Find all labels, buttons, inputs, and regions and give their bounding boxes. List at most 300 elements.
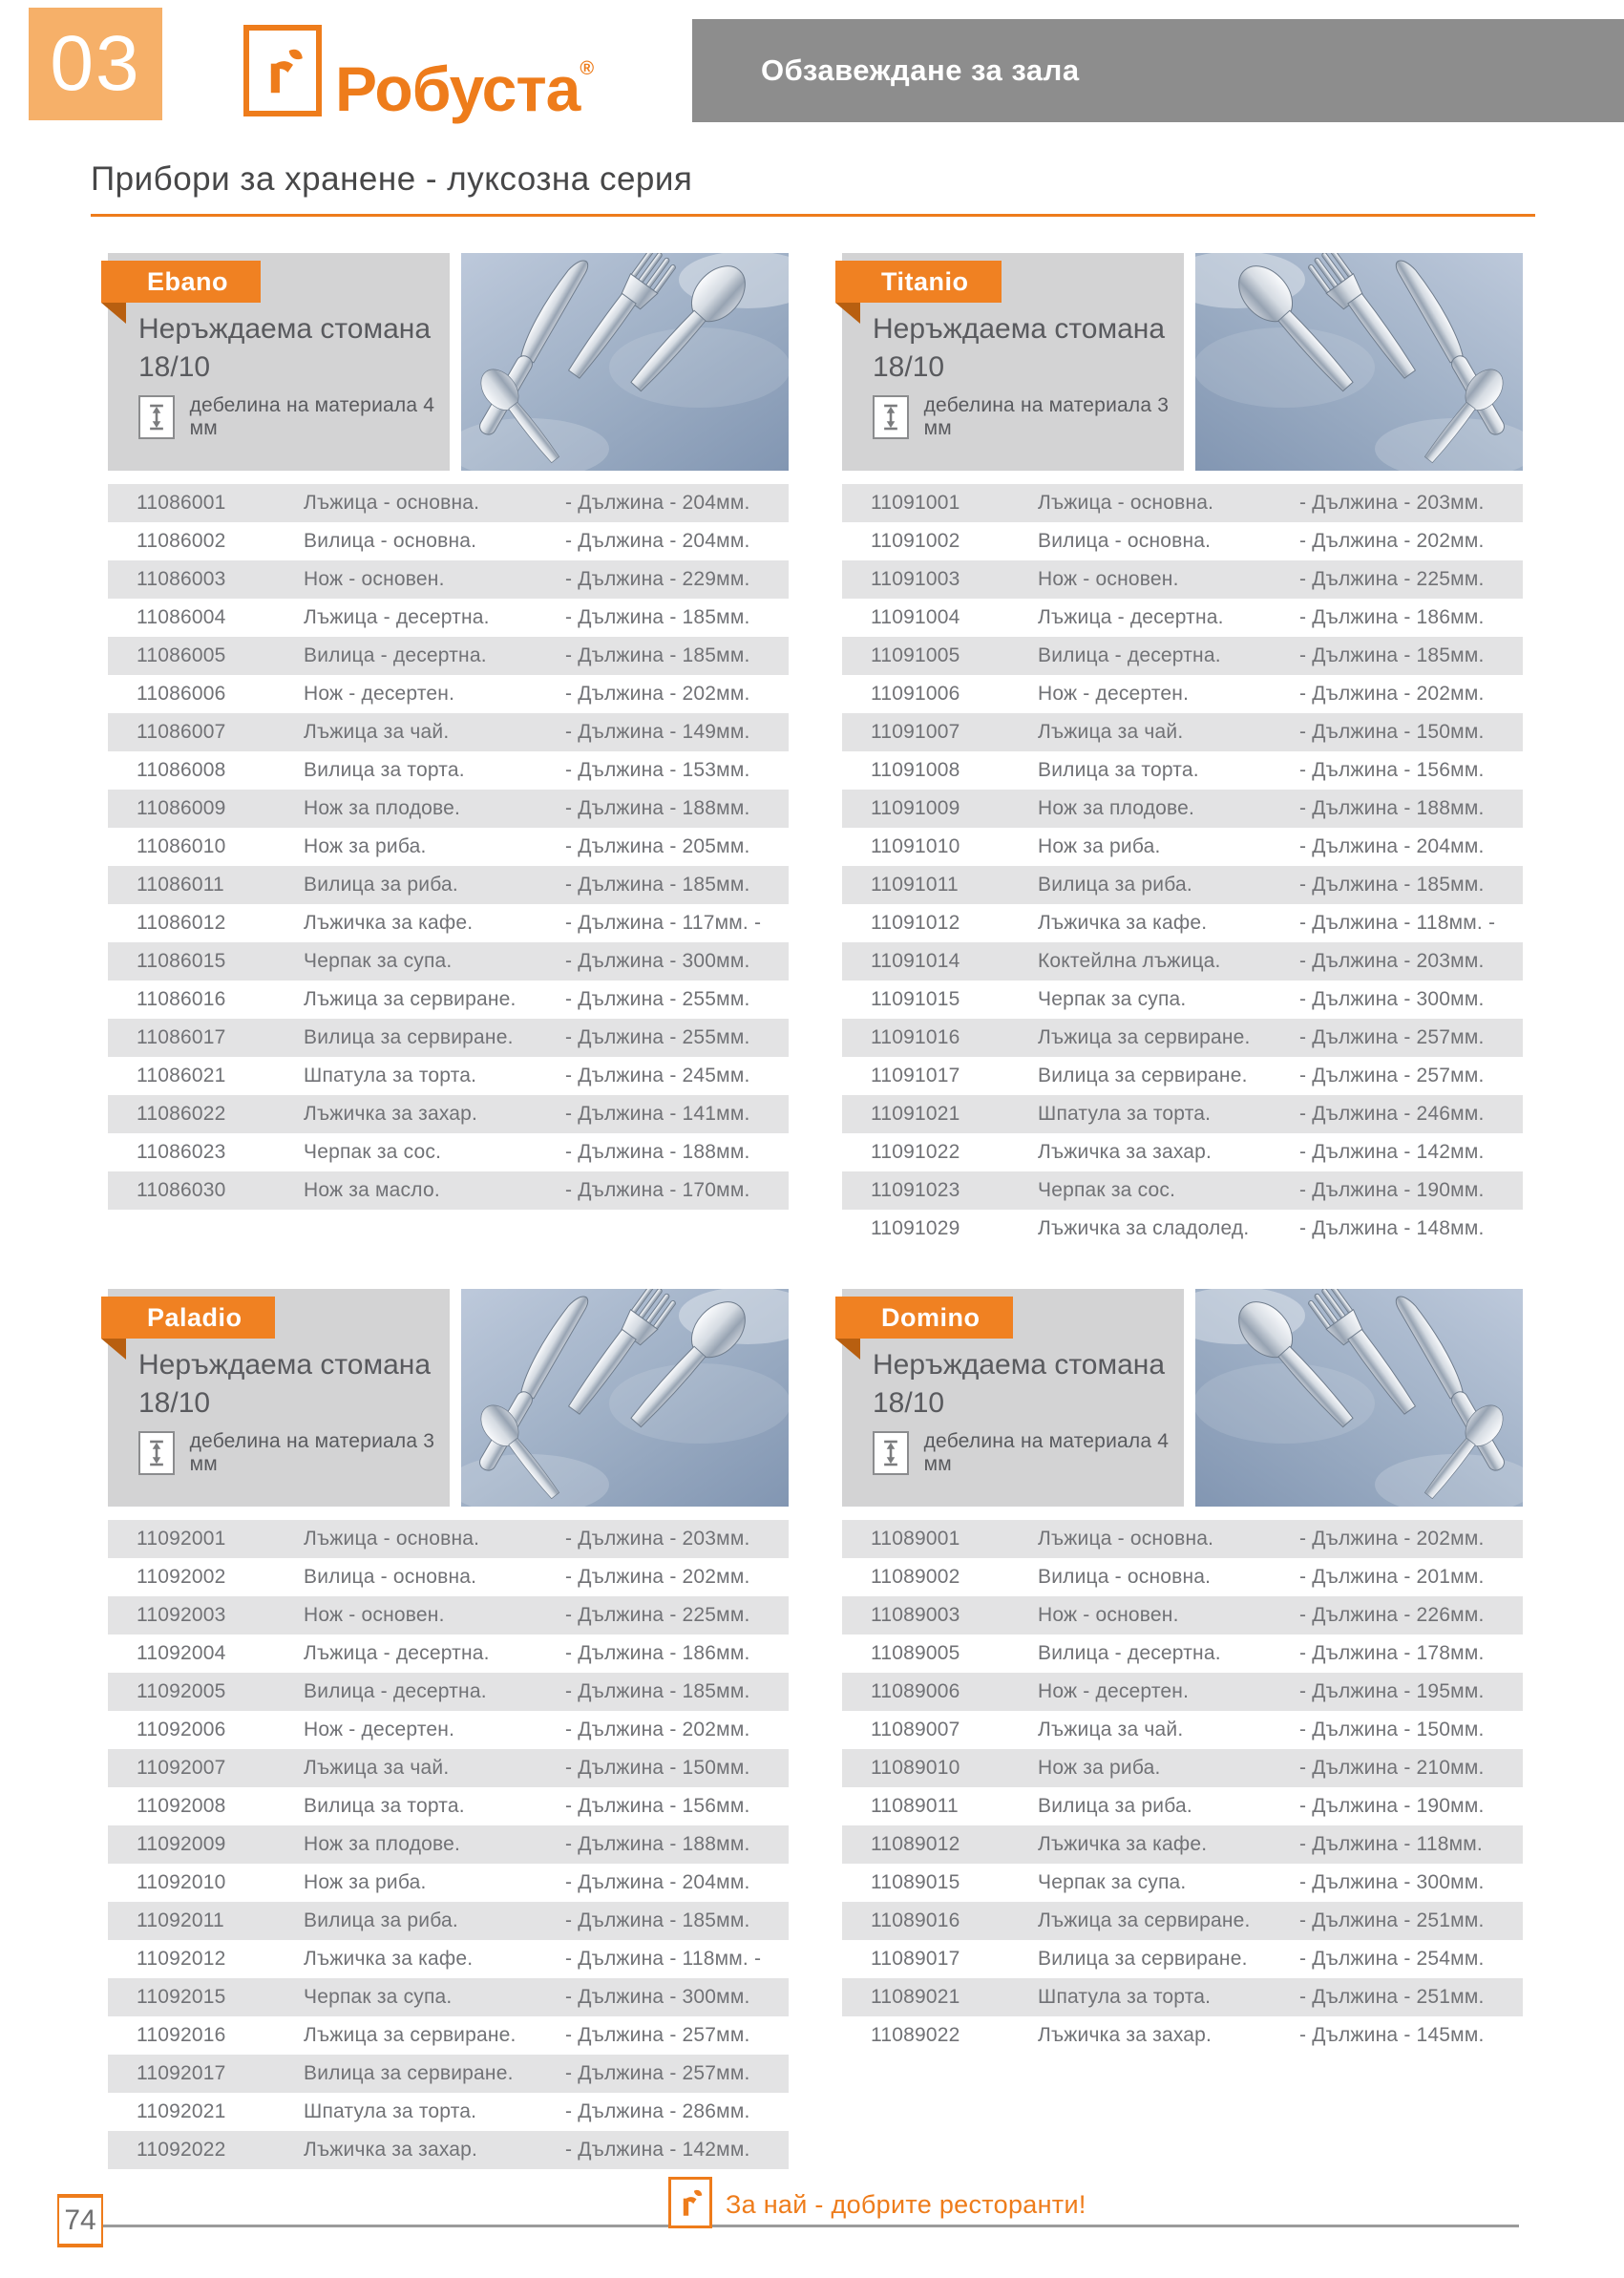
- product-description: Лъжица за сервиране.: [1038, 1909, 1251, 1931]
- product-code: 11089016: [871, 1909, 960, 1931]
- section-header: [842, 1289, 1523, 1507]
- product-length: - Дължина - 251мм.: [1299, 1909, 1485, 1931]
- product-length: - Дължина - 202мм.: [565, 1719, 750, 1740]
- material-line: Неръждаема стомана: [873, 313, 1166, 345]
- product-code: 11092015: [137, 1986, 226, 2008]
- product-description: Лъжица - основна.: [304, 492, 480, 514]
- table-row: [108, 1171, 789, 1210]
- footer-logo-icon: [668, 2177, 712, 2228]
- table-row: [108, 1711, 789, 1749]
- product-table: [842, 1520, 1523, 2055]
- product-description: Лъжица за сервиране.: [304, 2024, 517, 2046]
- table-row: [842, 637, 1523, 675]
- product-description: Коктейлна лъжица.: [1038, 950, 1221, 972]
- table-row: [108, 522, 789, 560]
- material-line: Неръждаема стомана: [138, 313, 432, 345]
- product-code: 11086007: [137, 721, 226, 743]
- table-row: [842, 866, 1523, 904]
- product-length: - Дължина - 201мм.: [1299, 1566, 1485, 1588]
- product-description: Вилица за риба.: [304, 1909, 458, 1931]
- product-description: Лъжица за чай.: [1038, 1719, 1184, 1740]
- product-description: Нож - десертен.: [304, 683, 455, 705]
- section-name: Ebano: [147, 267, 229, 296]
- material-name: [873, 1346, 1165, 1423]
- product-code: 11091016: [871, 1026, 960, 1048]
- product-photo: [1195, 1289, 1523, 1507]
- header-bar-title: Обзавеждане за зала: [761, 53, 1080, 87]
- table-row: [842, 1825, 1523, 1864]
- section-ribbon: [101, 1297, 275, 1339]
- table-row: [842, 599, 1523, 637]
- product-code: 11086030: [137, 1179, 226, 1201]
- material-name: [873, 310, 1165, 387]
- table-row: [842, 1520, 1523, 1558]
- product-description: Нож за масло.: [304, 1179, 440, 1201]
- table-row: [108, 1133, 789, 1171]
- product-length: - Дължина - 156мм.: [565, 1795, 750, 1817]
- section-header: [108, 253, 789, 471]
- table-row: [842, 1673, 1523, 1711]
- product-description: Вилица - основна.: [1038, 1566, 1212, 1588]
- product-code: 11091002: [871, 530, 960, 552]
- product-length: - Дължина - 300мм.: [565, 950, 750, 972]
- product-code: 11091007: [871, 721, 960, 743]
- product-length: - Дължина - 150мм.: [1299, 1719, 1485, 1740]
- table-row: [842, 713, 1523, 751]
- product-code: 11091012: [871, 912, 960, 934]
- product-code: 11092011: [137, 1909, 224, 1931]
- product-code: 11089022: [871, 2024, 960, 2046]
- product-length: - Дължина - 203мм.: [1299, 492, 1485, 514]
- product-code: 11092009: [137, 1833, 226, 1855]
- product-length: - Дължина - 202мм.: [1299, 1528, 1485, 1550]
- product-description: Нож - десертен.: [304, 1719, 455, 1740]
- product-description: Лъжица за сервиране.: [1038, 1026, 1251, 1048]
- product-description: Шпатула за торта.: [1038, 1103, 1212, 1125]
- product-table: [108, 484, 789, 1210]
- product-description: Вилица за сервиране.: [304, 1026, 514, 1048]
- product-description: Нож за плодове.: [304, 797, 461, 819]
- product-length: - Дължина - 142мм.: [1299, 1141, 1485, 1163]
- product-description: Лъжица за чай.: [304, 721, 450, 743]
- product-code: 11092004: [137, 1642, 226, 1664]
- product-length: - Дължина - 118мм. -: [1299, 912, 1496, 934]
- product-length: - Дължина - 186мм.: [1299, 606, 1485, 628]
- product-code: 11089002: [871, 1566, 960, 1588]
- table-row: [108, 1864, 789, 1902]
- material-grade: 18/10: [138, 1387, 211, 1419]
- product-length: - Дължина - 204мм.: [565, 492, 750, 514]
- product-length: - Дължина - 202мм.: [565, 1566, 750, 1588]
- product-length: - Дължина - 185мм.: [565, 644, 750, 666]
- product-description: Лъжичка за захар.: [1038, 2024, 1213, 2046]
- product-code: 11091008: [871, 759, 960, 781]
- product-description: Черпак за супа.: [304, 1986, 453, 2008]
- material-line: Неръждаема стомана: [873, 1349, 1166, 1381]
- product-code: 11086002: [137, 530, 226, 552]
- section-ribbon: [101, 261, 261, 303]
- table-row: [842, 1940, 1523, 1978]
- section-header: [842, 253, 1523, 471]
- brand-logo-icon: [243, 25, 322, 116]
- table-row: [108, 1902, 789, 1940]
- thickness-info: [873, 1430, 1184, 1476]
- product-length: - Дължина - 188мм.: [565, 797, 750, 819]
- product-length: - Дължина - 190мм.: [1299, 1795, 1485, 1817]
- product-description: Вилица - десертна.: [304, 1680, 487, 1702]
- product-code: 11089005: [871, 1642, 960, 1664]
- product-description: Нож - основен.: [1038, 568, 1179, 590]
- table-row: [842, 522, 1523, 560]
- product-length: - Дължина - 202мм.: [565, 683, 750, 705]
- table-row: [842, 1596, 1523, 1635]
- product-code: 11092017: [137, 2062, 226, 2084]
- product-description: Вилица - основна.: [304, 530, 477, 552]
- section-paladio: [108, 1289, 789, 2169]
- table-row: [108, 1019, 789, 1057]
- product-table: [108, 1520, 789, 2169]
- product-description: Нож за плодове.: [304, 1833, 461, 1855]
- table-row: [108, 751, 789, 790]
- product-description: Вилица за торта.: [304, 759, 465, 781]
- product-code: 11092022: [137, 2139, 226, 2161]
- table-row: [108, 1635, 789, 1673]
- product-length: - Дължина - 117мм. -: [565, 912, 762, 934]
- material-name: [138, 1346, 431, 1423]
- brand-name: Робуста: [335, 53, 580, 124]
- product-code: 11086003: [137, 568, 226, 590]
- product-length: - Дължина - 185мм.: [565, 1909, 750, 1931]
- product-code: 11086010: [137, 835, 226, 857]
- table-row: [108, 2093, 789, 2131]
- product-length: - Дължина - 178мм.: [1299, 1642, 1485, 1664]
- product-length: - Дължина - 145мм.: [1299, 2024, 1485, 2046]
- footer-slogan: За най - добрите ресторанти!: [726, 2190, 1086, 2219]
- product-description: Нож - основен.: [1038, 1604, 1179, 1626]
- product-description: Лъжица за чай.: [1038, 721, 1184, 743]
- thickness-info: [873, 394, 1184, 440]
- product-photo: [461, 1289, 789, 1507]
- table-row: [108, 1673, 789, 1711]
- thickness-label: дебелина на материала 3 мм: [189, 1430, 435, 1475]
- table-row: [108, 1978, 789, 2016]
- product-code: 11092012: [137, 1948, 226, 1970]
- product-code: 11086008: [137, 759, 226, 781]
- product-code: 11091022: [871, 1141, 960, 1163]
- product-code: 11089006: [871, 1680, 960, 1702]
- product-description: Лъжичка за кафе.: [1038, 1833, 1208, 1855]
- thickness-icon: [873, 1431, 909, 1475]
- table-row: [842, 1787, 1523, 1825]
- table-row: [108, 1596, 789, 1635]
- table-row: [108, 1520, 789, 1558]
- table-row: [108, 790, 789, 828]
- product-length: - Дължина - 188мм.: [1299, 797, 1485, 819]
- product-length: - Дължина - 251мм.: [1299, 1986, 1485, 2008]
- product-code: 11092008: [137, 1795, 226, 1817]
- product-description: Нож за риба.: [304, 835, 427, 857]
- product-length: - Дължина - 300мм.: [1299, 1871, 1485, 1893]
- product-code: 11091011: [871, 874, 959, 896]
- product-length: - Дължина - 203мм.: [1299, 950, 1485, 972]
- registered-mark: ®: [580, 58, 594, 79]
- product-description: Черпак за сос.: [1038, 1179, 1176, 1201]
- section-domino: [842, 1289, 1523, 2055]
- product-length: - Дължина - 300мм.: [1299, 988, 1485, 1010]
- thickness-icon: [873, 395, 909, 439]
- product-code: 11089010: [871, 1757, 960, 1779]
- sections-grid: [108, 253, 1523, 2169]
- product-length: - Дължина - 225мм.: [565, 1604, 750, 1626]
- product-description: Лъжица за сервиране.: [304, 988, 517, 1010]
- product-code: 11092006: [137, 1719, 226, 1740]
- section-name: Titanio: [881, 267, 969, 296]
- table-row: [842, 904, 1523, 942]
- product-length: - Дължина - 204мм.: [565, 530, 750, 552]
- product-description: Черпак за сос.: [304, 1141, 442, 1163]
- product-length: - Дължина - 150мм.: [565, 1757, 750, 1779]
- table-row: [842, 981, 1523, 1019]
- product-code: 11086023: [137, 1141, 226, 1163]
- product-length: - Дължина - 202мм.: [1299, 530, 1485, 552]
- thickness-icon: [138, 395, 175, 439]
- thickness-icon: [138, 1431, 175, 1475]
- product-code: 11091003: [871, 568, 960, 590]
- table-row: [108, 675, 789, 713]
- product-description: Шпатула за торта.: [304, 2100, 477, 2122]
- table-row: [108, 2055, 789, 2093]
- product-code: 11091017: [871, 1065, 960, 1086]
- product-length: - Дължина - 195мм.: [1299, 1680, 1485, 1702]
- section-name: Domino: [881, 1303, 981, 1332]
- product-code: 11092007: [137, 1757, 226, 1779]
- table-row: [108, 904, 789, 942]
- table-row: [842, 828, 1523, 866]
- product-description: Нож - десертен.: [1038, 683, 1190, 705]
- table-row: [108, 866, 789, 904]
- table-row: [842, 1978, 1523, 2016]
- product-description: Шпатула за торта.: [304, 1065, 477, 1086]
- table-row: [842, 1902, 1523, 1940]
- product-length: - Дължина - 118мм. -: [565, 1948, 762, 1970]
- product-description: Лъжица - основна.: [1038, 492, 1214, 514]
- footer-divider: [103, 2225, 1519, 2227]
- table-row: [108, 1940, 789, 1978]
- thickness-info: [138, 394, 450, 440]
- product-code: 11086016: [137, 988, 226, 1010]
- product-code: 11086006: [137, 683, 226, 705]
- product-code: 11091014: [871, 950, 960, 972]
- product-code: 11091023: [871, 1179, 960, 1201]
- table-row: [842, 1864, 1523, 1902]
- product-code: 11089003: [871, 1604, 960, 1626]
- product-code: 11092016: [137, 2024, 226, 2046]
- table-row: [108, 560, 789, 599]
- product-length: - Дължина - 156мм.: [1299, 759, 1485, 781]
- product-length: - Дължина - 153мм.: [565, 759, 750, 781]
- product-length: - Дължина - 150мм.: [1299, 721, 1485, 743]
- product-description: Лъжица за чай.: [304, 1757, 450, 1779]
- product-description: Лъжичка за захар.: [304, 1103, 478, 1125]
- chapter-badge: 03: [29, 8, 162, 120]
- product-code: 11086009: [137, 797, 226, 819]
- product-description: Вилица за риба.: [1038, 1795, 1192, 1817]
- product-description: Вилица - десертна.: [1038, 644, 1221, 666]
- product-length: - Дължина - 254мм.: [1299, 1948, 1485, 1970]
- product-code: 11091009: [871, 797, 960, 819]
- product-code: 11086015: [137, 950, 226, 972]
- product-description: Вилица - основна.: [1038, 530, 1212, 552]
- material-grade: 18/10: [138, 351, 211, 383]
- product-code: 11089021: [871, 1986, 960, 2008]
- product-length: - Дължина - 202мм.: [1299, 683, 1485, 705]
- product-description: Нож за риба.: [1038, 835, 1161, 857]
- product-code: 11086011: [137, 874, 224, 896]
- product-description: Вилица за торта.: [1038, 759, 1199, 781]
- product-length: - Дължина - 257мм.: [565, 2062, 750, 2084]
- product-description: Вилица за риба.: [1038, 874, 1192, 896]
- product-code: 11091021: [871, 1103, 960, 1125]
- thickness-label: дебелина на материала 3 мм: [923, 394, 1170, 439]
- product-description: Лъжичка за кафе.: [1038, 912, 1208, 934]
- product-description: Лъжица - десертна.: [304, 606, 490, 628]
- table-row: [842, 1057, 1523, 1095]
- product-code: 11092001: [137, 1528, 226, 1550]
- table-row: [108, 2131, 789, 2169]
- product-length: - Дължина - 186мм.: [565, 1642, 750, 1664]
- product-code: 11086005: [137, 644, 226, 666]
- product-length: - Дължина - 118мм.: [1299, 1833, 1483, 1855]
- product-description: Нож за плодове.: [1038, 797, 1195, 819]
- product-description: Шпатула за торта.: [1038, 1986, 1212, 2008]
- table-row: [108, 1749, 789, 1787]
- material-grade: 18/10: [873, 1387, 945, 1419]
- material-name: [138, 310, 431, 387]
- product-description: Лъжичка за кафе.: [304, 1948, 474, 1970]
- thickness-label: дебелина на материала 4 мм: [189, 394, 435, 439]
- product-photo: [461, 253, 789, 471]
- product-length: - Дължина - 148мм.: [1299, 1217, 1485, 1239]
- product-description: Вилица за сервиране.: [1038, 1065, 1248, 1086]
- product-description: Лъжичка за захар.: [1038, 1141, 1213, 1163]
- product-length: - Дължина - 185мм.: [1299, 644, 1485, 666]
- table-row: [108, 1825, 789, 1864]
- page-number: 74: [57, 2194, 103, 2247]
- product-length: - Дължина - 226мм.: [1299, 1604, 1485, 1626]
- product-code: 11086001: [137, 492, 226, 514]
- product-length: - Дължина - 185мм.: [1299, 874, 1485, 896]
- product-code: 11089007: [871, 1719, 960, 1740]
- product-length: - Дължина - 170мм.: [565, 1179, 750, 1201]
- table-row: [842, 484, 1523, 522]
- table-row: [842, 942, 1523, 981]
- section-header: [108, 1289, 789, 1507]
- product-code: 11091004: [871, 606, 960, 628]
- product-description: Нож - основен.: [304, 1604, 445, 1626]
- section-ribbon: [835, 1297, 1013, 1339]
- product-code: 11086022: [137, 1103, 226, 1125]
- product-length: - Дължина - 149мм.: [565, 721, 750, 743]
- section-name: Paladio: [147, 1303, 243, 1332]
- product-description: Вилица за риба.: [304, 874, 458, 896]
- table-row: [842, 1210, 1523, 1248]
- table-row: [842, 1019, 1523, 1057]
- table-row: [108, 2016, 789, 2055]
- product-length: - Дължина - 255мм.: [565, 1026, 750, 1048]
- product-description: Вилица - десертна.: [304, 644, 487, 666]
- product-length: - Дължина - 203мм.: [565, 1528, 750, 1550]
- product-description: Нож за риба.: [1038, 1757, 1161, 1779]
- product-length: - Дължина - 300мм.: [565, 1986, 750, 2008]
- table-row: [842, 790, 1523, 828]
- thickness-label: дебелина на материала 4 мм: [923, 1430, 1170, 1475]
- table-row: [842, 1171, 1523, 1210]
- product-length: - Дължина - 246мм.: [1299, 1103, 1485, 1125]
- table-row: [108, 713, 789, 751]
- product-length: - Дължина - 142мм.: [565, 2139, 750, 2161]
- page-title: Прибори за хранене - луксозна серия: [91, 160, 1535, 217]
- product-description: Лъжица - десертна.: [304, 1642, 490, 1664]
- material-line: Неръждаема стомана: [138, 1349, 432, 1381]
- product-code: 11092002: [137, 1566, 226, 1588]
- table-row: [842, 1711, 1523, 1749]
- product-code: 11091015: [871, 988, 960, 1010]
- product-code: 11089011: [871, 1795, 959, 1817]
- section-ebano: [108, 253, 789, 1210]
- product-description: Лъжица - десертна.: [1038, 606, 1224, 628]
- table-row: [108, 1095, 789, 1133]
- product-code: 11092010: [137, 1871, 226, 1893]
- table-row: [108, 1787, 789, 1825]
- table-row: [108, 1057, 789, 1095]
- product-length: - Дължина - 188мм.: [565, 1833, 750, 1855]
- product-code: 11089001: [871, 1528, 960, 1550]
- table-row: [108, 828, 789, 866]
- product-length: - Дължина - 185мм.: [565, 1680, 750, 1702]
- brand-wordmark: [335, 25, 593, 133]
- product-length: - Дължина - 286мм.: [565, 2100, 750, 2122]
- product-length: - Дължина - 185мм.: [565, 606, 750, 628]
- product-code: 11091001: [871, 492, 960, 514]
- section-ribbon: [835, 261, 1002, 303]
- product-length: - Дължина - 257мм.: [1299, 1026, 1485, 1048]
- product-code: 11089017: [871, 1948, 960, 1970]
- product-length: - Дължина - 141мм.: [565, 1103, 750, 1125]
- table-row: [842, 675, 1523, 713]
- product-code: 11091006: [871, 683, 960, 705]
- header-bar: [692, 19, 1624, 122]
- product-code: 11086012: [137, 912, 226, 934]
- product-length: - Дължина - 205мм.: [565, 835, 750, 857]
- product-length: - Дължина - 255мм.: [565, 988, 750, 1010]
- product-length: - Дължина - 185мм.: [565, 874, 750, 896]
- product-length: - Дължина - 188мм.: [565, 1141, 750, 1163]
- material-grade: 18/10: [873, 351, 945, 383]
- product-description: Черпак за супа.: [1038, 1871, 1187, 1893]
- table-row: [842, 1635, 1523, 1673]
- product-code: 11092021: [137, 2100, 226, 2122]
- brand-logo: [243, 25, 593, 133]
- product-code: 11089012: [871, 1833, 960, 1855]
- table-row: [842, 1133, 1523, 1171]
- product-length: - Дължина - 225мм.: [1299, 568, 1485, 590]
- table-row: [108, 1558, 789, 1596]
- product-description: Черпак за супа.: [304, 950, 453, 972]
- product-code: 11091010: [871, 835, 960, 857]
- product-description: Нож - десертен.: [1038, 1680, 1190, 1702]
- product-length: - Дължина - 190мм.: [1299, 1179, 1485, 1201]
- product-description: Вилица - основна.: [304, 1566, 477, 1588]
